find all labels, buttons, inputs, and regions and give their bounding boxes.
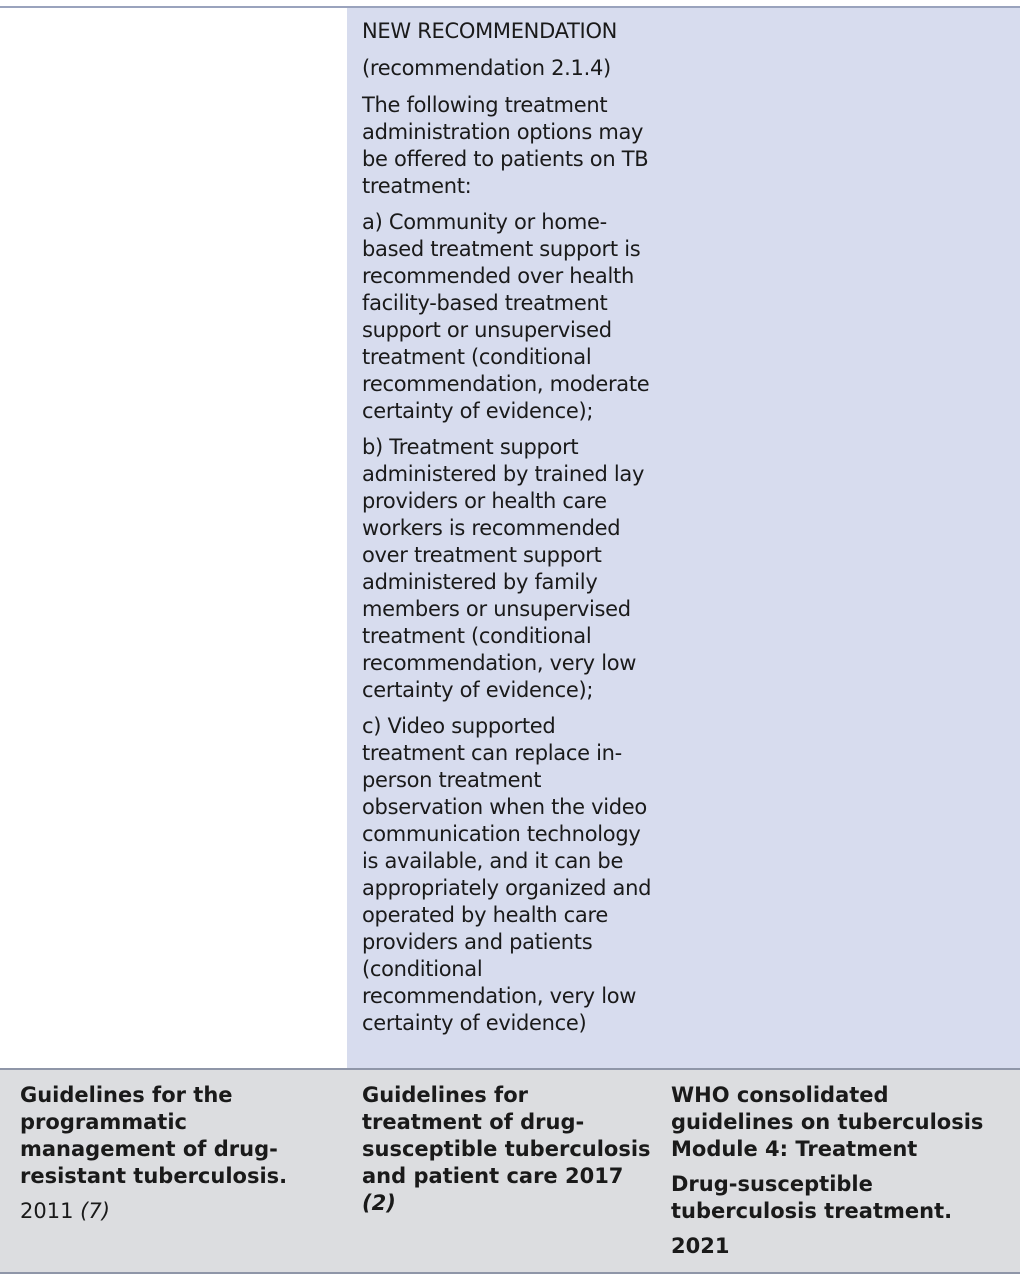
guideline-subtitle-2021: Drug-susceptible tuberculosis treatment. [671, 1172, 953, 1223]
recommendation-ref: (recommendation 2.1.4) [362, 56, 611, 80]
title-text: Guidelines for treatment of drug-susceptible tuberculosis and patient care 2017 [362, 1083, 651, 1188]
guideline-cell-2021 [671, 1082, 1016, 1260]
table-row-guidelines [0, 1070, 1020, 1272]
guideline-title-2021: WHO consolidated guidelines on tuberculosis Module 4: Treatment [671, 1083, 984, 1161]
guideline-cell-2011 [20, 1082, 320, 1225]
recommendation-text [362, 18, 652, 1046]
reference-number: (2) [362, 1191, 396, 1215]
reference-number: (7) [80, 1199, 110, 1223]
recommendation-item-a: a) Community or home-based treatment support is recommended over health facility-based treatment support or unsupervised treatment (conditional recommendation, moderate certainty of evidence); [362, 210, 650, 423]
year-text: 2011 [20, 1199, 74, 1223]
guideline-title-2017 [362, 1082, 652, 1217]
recommendation-item-c: c) Video supported treatment can replace in-person treatment observation when the video communication technology is available, and it can be appropriately organized and operated by health care providers and patients (conditional recommendation, very low certainty of evidence) [362, 714, 652, 1035]
table-bottom-rule [0, 1272, 1020, 1274]
guideline-year-2021: 2021 [671, 1234, 730, 1258]
guideline-year-2011 [20, 1198, 320, 1225]
recommendation-intro: The following treatment administration options may be offered to patients on TB treatment: [362, 93, 649, 198]
recommendation-item-b: b) Treatment support administered by trained lay providers or health care workers is recommended over treatment support administered by family members or unsupervised treatment (conditional recommendation, very low certainty of evidence); [362, 435, 645, 702]
guideline-title-2011: Guidelines for the programmatic management of drug-resistant tuberculosis. [20, 1083, 288, 1188]
table-row-recommendation [0, 8, 1020, 1068]
recommendation-header: NEW RECOMMENDATION [362, 19, 618, 43]
empty-cell [0, 8, 347, 1068]
guideline-cell-2017 [362, 1082, 652, 1225]
